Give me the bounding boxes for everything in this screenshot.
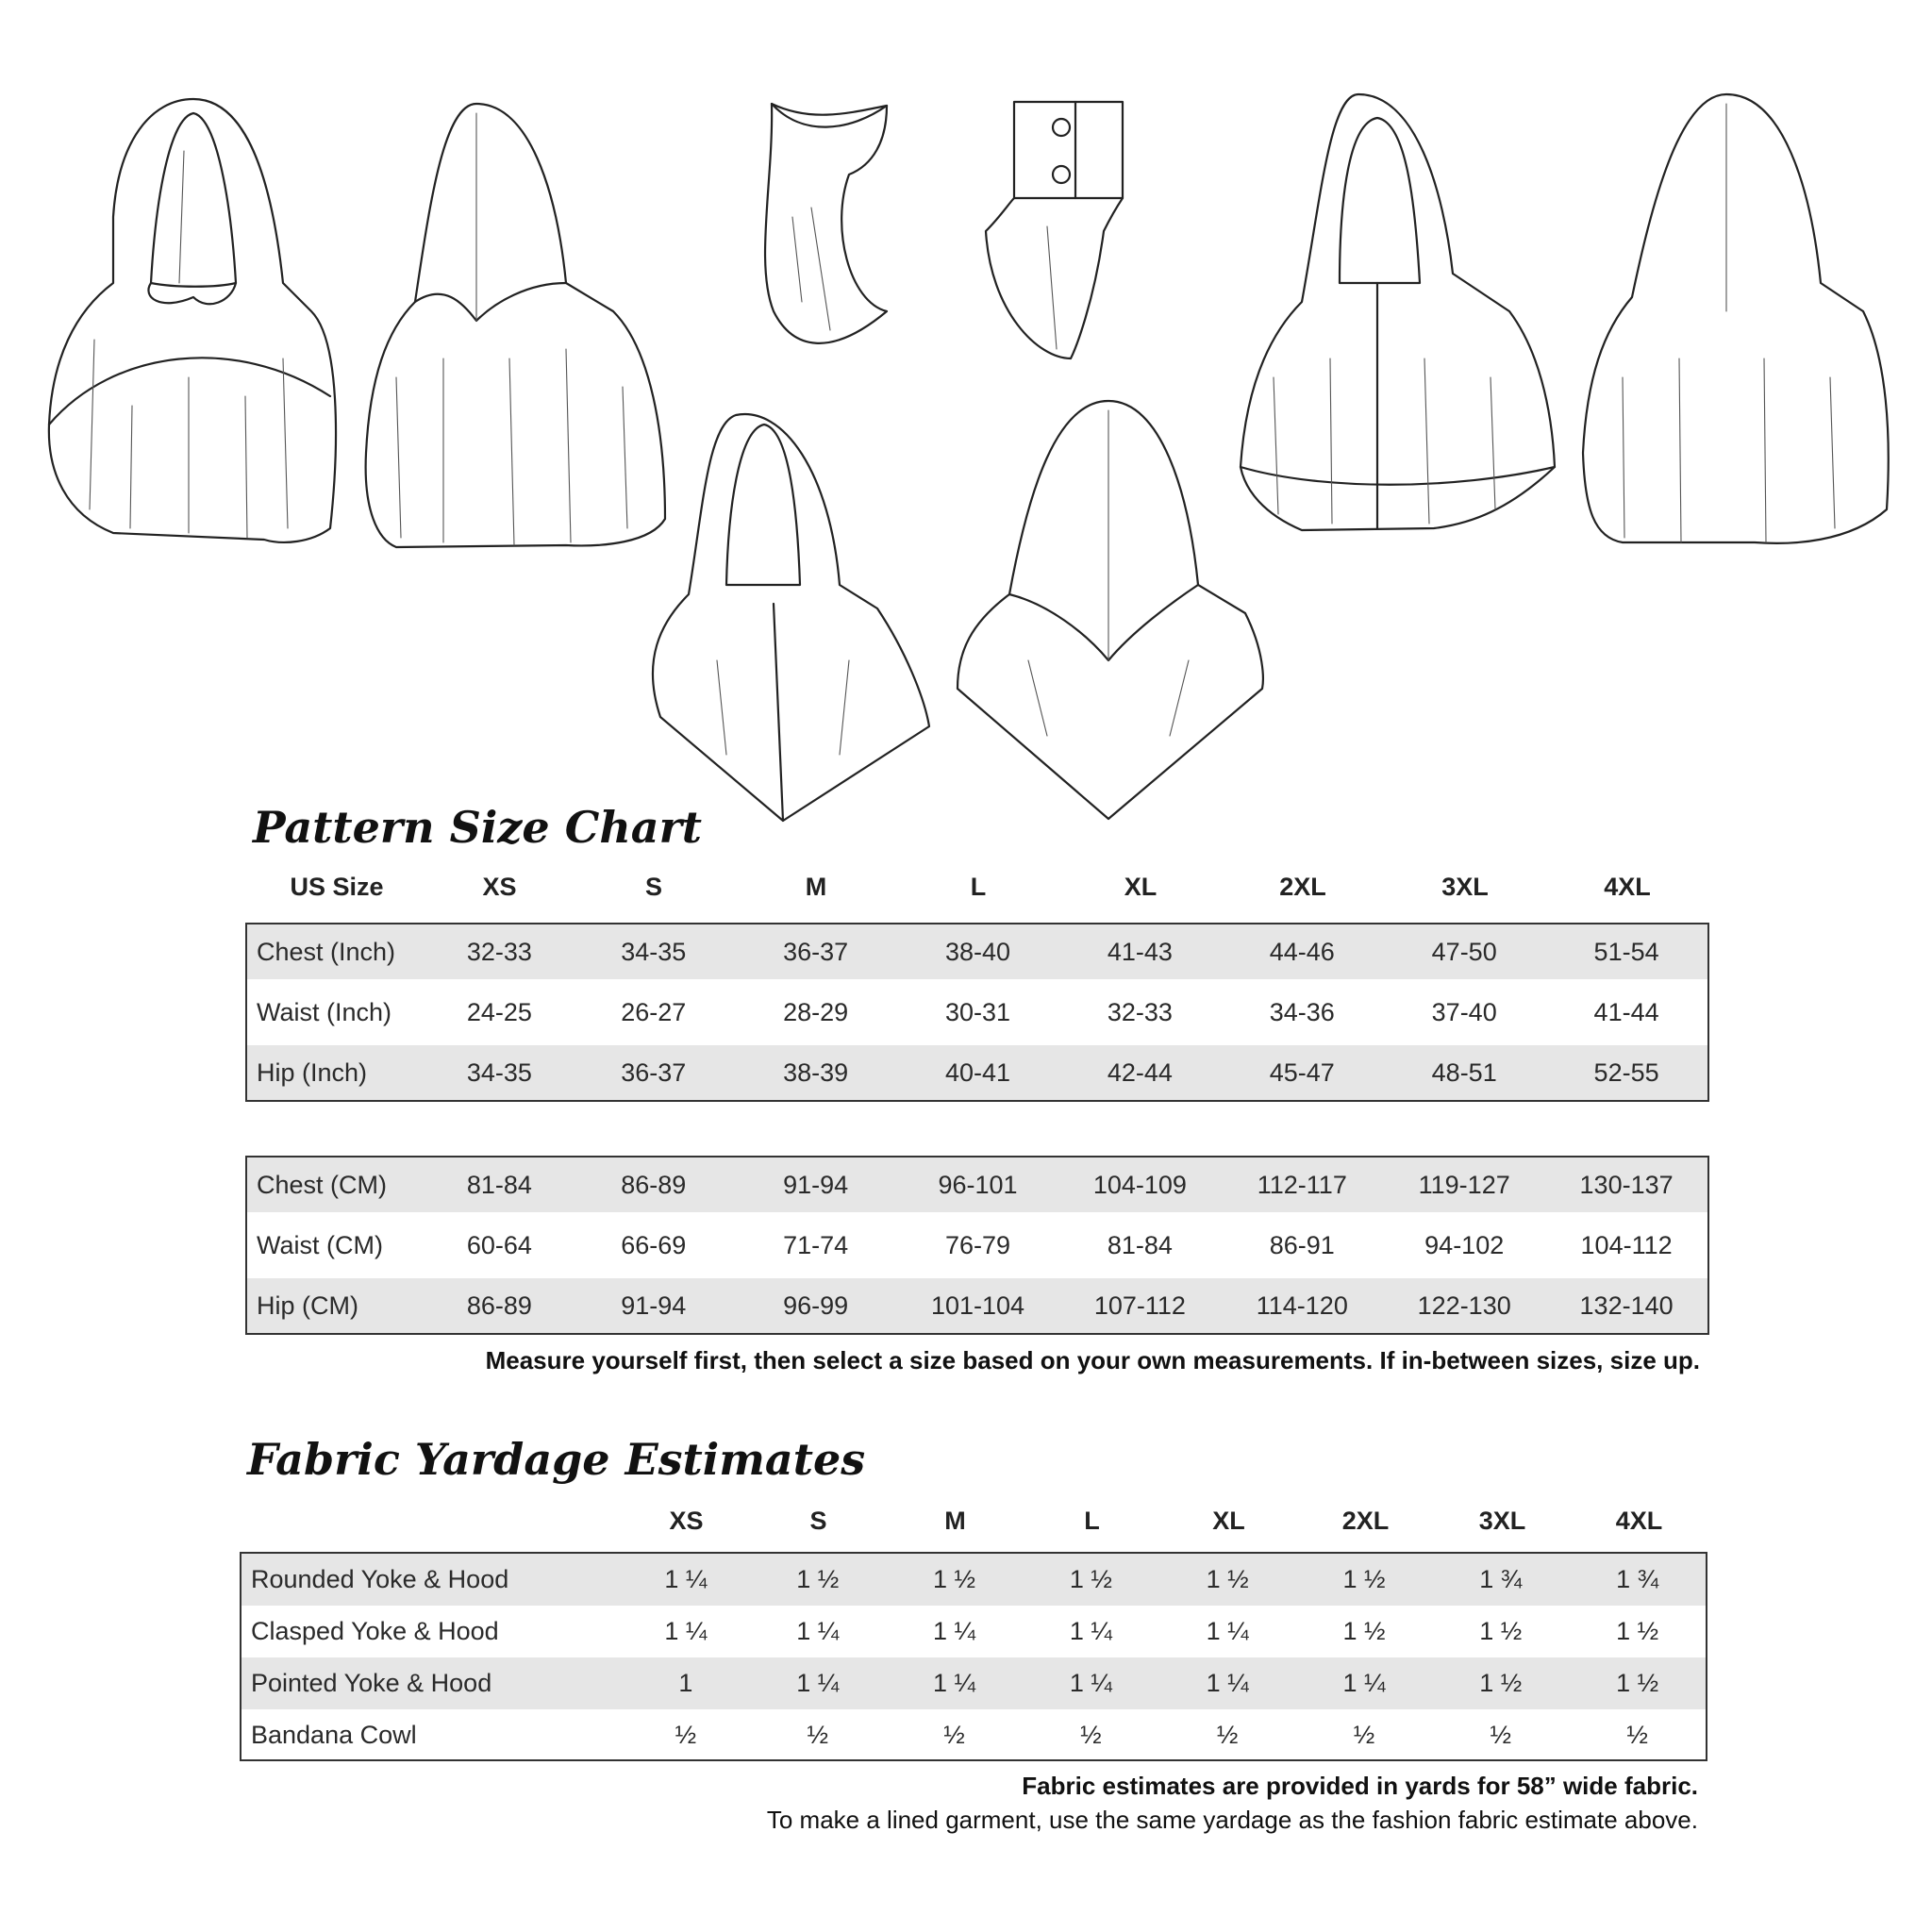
size-header: 3XL: [1478, 1507, 1526, 1535]
garment-illustrations: [0, 0, 1932, 830]
table-cell: 96-99: [783, 1291, 849, 1320]
size-header: XL: [1212, 1507, 1245, 1535]
table-cell: 119-127: [1418, 1170, 1510, 1199]
table-cell: 76-79: [944, 1230, 1011, 1259]
row-label: Waist (Inch): [257, 997, 392, 1026]
row-label: Pointed Yoke & Hood: [251, 1669, 492, 1697]
size-header: 3XL: [1441, 873, 1489, 901]
table-cell: 1 ½: [1069, 1565, 1112, 1593]
table-cell: 44-46: [1269, 937, 1335, 966]
table-cell: 1 ¼: [933, 1617, 976, 1645]
row-label: Bandana Cowl: [251, 1721, 417, 1749]
table-cell: 52-55: [1593, 1058, 1659, 1087]
table-cell: 94-102: [1424, 1230, 1505, 1259]
size-header: L: [970, 873, 987, 901]
table-cell: 34-36: [1269, 997, 1335, 1026]
table-cell: 1 ¾: [1616, 1565, 1659, 1593]
table-cell: 1 ½: [1342, 1565, 1386, 1593]
table-row: [247, 924, 1707, 979]
table-cell: 1 ¼: [1069, 1669, 1112, 1697]
yardage-note-bold: Fabric estimates are provided in yards for 58” wide fabric.: [1022, 1772, 1698, 1800]
table-cell: 1 ¼: [1206, 1669, 1249, 1697]
rounded-yoke-hood-front: [49, 99, 336, 542]
table-cell: 30-31: [944, 997, 1011, 1026]
table-cell: 122-130: [1417, 1291, 1511, 1320]
table-cell: 28-29: [783, 997, 849, 1026]
table-cell: 1 ¼: [664, 1617, 708, 1645]
size-header: S: [644, 873, 662, 901]
yardage-table: [240, 1552, 1707, 1761]
table-cell: 38-40: [944, 937, 1011, 966]
size-header: XS: [669, 1507, 704, 1535]
table-cell: 1 ½: [1616, 1669, 1659, 1697]
clasped-yoke-hood-back: [1583, 94, 1889, 543]
table-row: [247, 1158, 1707, 1212]
table-cell: 41-43: [1107, 937, 1173, 966]
table-cell: 24-25: [466, 997, 532, 1026]
table-cell: 37-40: [1431, 997, 1497, 1026]
row-label: Clasped Yoke & Hood: [251, 1617, 499, 1645]
table-cell: 1 ½: [796, 1565, 840, 1593]
table-cell: 1 ¼: [1206, 1617, 1249, 1645]
us-size-label: US Size: [290, 873, 384, 901]
table-cell: 81-84: [1107, 1230, 1173, 1259]
table-cell: 66-69: [621, 1230, 687, 1259]
rounded-yoke-hood-back: [366, 104, 665, 547]
table-cell: ½: [675, 1721, 697, 1749]
table-row: [242, 1709, 1706, 1761]
table-row: [247, 1045, 1707, 1100]
table-cell: 38-39: [783, 1058, 849, 1087]
table-cell: 130-137: [1579, 1170, 1674, 1199]
table-cell: 32-33: [466, 937, 532, 966]
table-row: [247, 979, 1707, 1045]
table-cell: ½: [1080, 1721, 1102, 1749]
row-label: Hip (Inch): [257, 1058, 368, 1087]
table-cell: 26-27: [621, 997, 687, 1026]
table-cell: 1 ½: [1479, 1669, 1523, 1697]
table-cell: 1 ½: [1206, 1565, 1249, 1593]
bandana-cowl-back: [986, 102, 1123, 358]
size-header: XS: [482, 873, 517, 901]
table-cell: 86-89: [466, 1291, 532, 1320]
table-cell: 1: [678, 1669, 693, 1697]
size-header: S: [809, 1507, 827, 1535]
table-cell: 47-50: [1431, 937, 1497, 966]
table-cell: 32-33: [1107, 997, 1173, 1026]
table-cell: 96-101: [938, 1170, 1018, 1199]
table-cell: 1 ¼: [796, 1669, 840, 1697]
table-cell: 104-112: [1580, 1230, 1673, 1259]
row-label: Chest (Inch): [257, 937, 396, 966]
table-row: [242, 1657, 1706, 1709]
table-cell: 1 ½: [933, 1565, 976, 1593]
table-cell: 48-51: [1431, 1058, 1497, 1087]
row-label: Waist (CM): [257, 1230, 383, 1259]
inch-measurements-table: [245, 923, 1709, 1102]
table-cell: 112-117: [1257, 1170, 1347, 1199]
table-cell: 91-94: [621, 1291, 687, 1320]
table-cell: ½: [1353, 1721, 1375, 1749]
size-header: L: [1084, 1507, 1100, 1535]
table-cell: 101-104: [930, 1291, 1025, 1320]
size-header: 2XL: [1341, 1507, 1390, 1535]
table-cell: 86-89: [621, 1170, 687, 1199]
yardage-title: Fabric Yardage Estimates: [247, 1434, 866, 1485]
cm-measurements-table: [245, 1156, 1709, 1335]
table-cell: 36-37: [783, 937, 849, 966]
table-cell: ½: [1490, 1721, 1512, 1749]
table-cell: 114-120: [1256, 1291, 1348, 1320]
table-cell: ½: [1216, 1721, 1239, 1749]
table-cell: ½: [1626, 1721, 1648, 1749]
size-chart-title: Pattern Size Chart: [253, 802, 703, 853]
table-cell: 1 ½: [1342, 1617, 1386, 1645]
size-chart-note: Measure yourself first, then select a size based on your own measurements. If in-between sizes, size up.: [485, 1346, 1700, 1374]
pointed-yoke-hood-front: [653, 414, 929, 821]
table-cell: 34-35: [621, 937, 687, 966]
table-cell: ½: [807, 1721, 828, 1749]
table-cell: 1 ¼: [933, 1669, 976, 1697]
clasped-yoke-hood-front: [1241, 94, 1555, 530]
table-cell: 60-64: [466, 1230, 532, 1259]
table-cell: 132-140: [1579, 1291, 1674, 1320]
table-cell: 45-47: [1269, 1058, 1335, 1087]
table-cell: 104-109: [1092, 1170, 1187, 1199]
table-row: [247, 1278, 1707, 1333]
yardage-header: [623, 1507, 1707, 1536]
size-header: 4XL: [1604, 873, 1651, 901]
table-cell: 86-91: [1269, 1230, 1335, 1259]
pointed-yoke-hood-back: [958, 401, 1263, 819]
size-header: XL: [1124, 873, 1158, 901]
table-cell: 107-112: [1093, 1291, 1186, 1320]
size-header: 2XL: [1279, 873, 1326, 901]
table-cell: 91-94: [783, 1170, 849, 1199]
size-header: M: [944, 1507, 966, 1535]
table-cell: 51-54: [1593, 937, 1659, 966]
table-cell: 1 ¼: [796, 1617, 840, 1645]
table-cell: 81-84: [466, 1170, 532, 1199]
table-cell: 1 ¼: [664, 1565, 708, 1593]
table-cell: 41-44: [1593, 997, 1659, 1026]
table-cell: 40-41: [944, 1058, 1011, 1087]
table-cell: 1 ¾: [1479, 1565, 1523, 1593]
row-label: Rounded Yoke & Hood: [251, 1565, 509, 1593]
table-cell: 1 ½: [1616, 1617, 1659, 1645]
yardage-note: To make a lined garment, use the same yardage as the fashion fabric estimate above.: [766, 1806, 1698, 1834]
table-cell: 71-74: [783, 1230, 849, 1259]
size-chart-header: [247, 873, 1708, 902]
table-row: [242, 1554, 1706, 1606]
table-cell: ½: [943, 1721, 965, 1749]
table-row: [242, 1606, 1706, 1657]
table-cell: 1 ½: [1479, 1617, 1523, 1645]
row-label: Hip (CM): [257, 1291, 358, 1320]
bandana-cowl-front: [765, 104, 887, 343]
garment-illustrations-svg: [0, 0, 1932, 830]
table-cell: 1 ¼: [1069, 1617, 1112, 1645]
table-row: [247, 1212, 1707, 1278]
table-cell: 1 ¼: [1342, 1669, 1386, 1697]
table-cell: 36-37: [621, 1058, 687, 1087]
table-cell: 34-35: [466, 1058, 532, 1087]
row-label: Chest (CM): [257, 1170, 388, 1199]
size-header: 4XL: [1615, 1507, 1663, 1535]
size-header: M: [805, 873, 827, 901]
table-cell: 42-44: [1107, 1058, 1173, 1087]
